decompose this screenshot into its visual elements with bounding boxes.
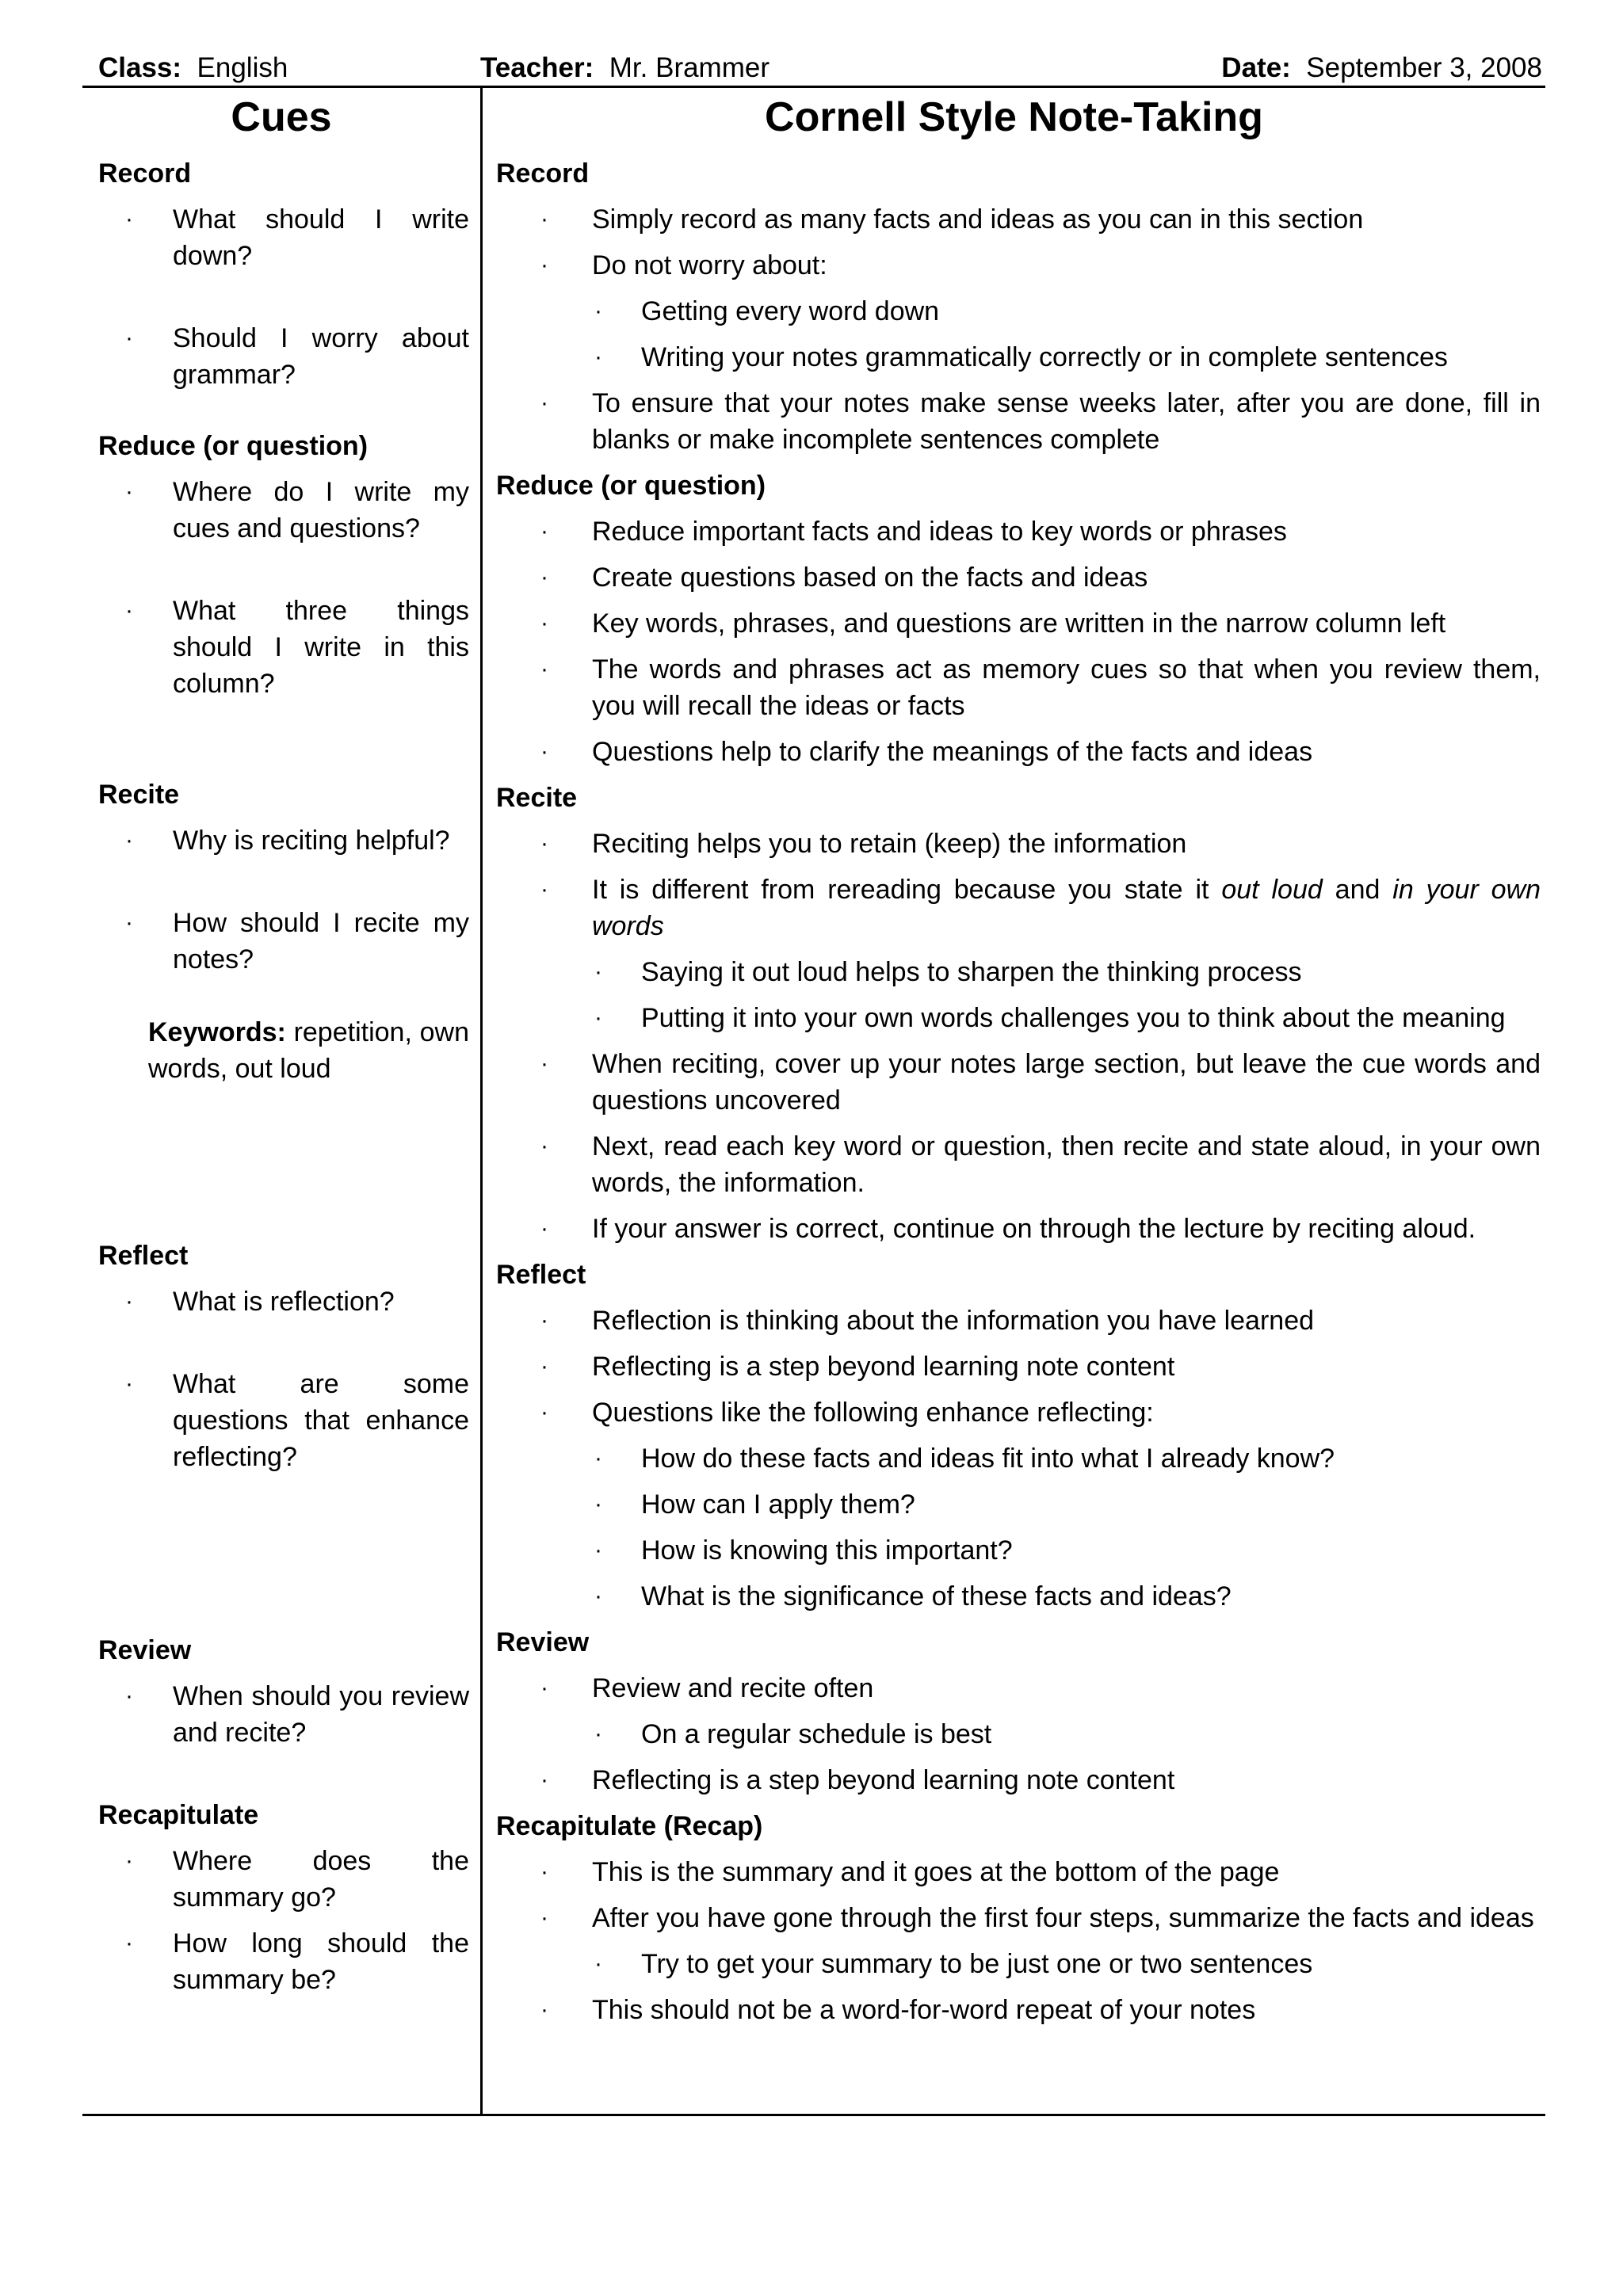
- teacher-field: [480, 49, 769, 87]
- cue-item: · What are some questions that enhance reflecting?: [98, 1366, 469, 1475]
- bullet-icon: ·: [594, 1445, 602, 1471]
- cue-keywords: Keywords: repetition, own words, out loud: [148, 1017, 469, 1084]
- cue-heading-reduce: Reduce (or question): [98, 431, 369, 461]
- note-subitem: · How do these facts and ideas fit into what I already know?: [496, 1440, 1541, 1477]
- bullet-icon: ·: [594, 1583, 602, 1609]
- bullet-icon: ·: [540, 390, 548, 416]
- bullet-icon: ·: [594, 298, 602, 324]
- note-subitem: · Saying it out loud helps to sharpen the thinking process: [496, 954, 1541, 990]
- note-item: · Create questions based on the facts and ideas: [496, 559, 1541, 596]
- class-field: [98, 49, 288, 87]
- bullet-icon: ·: [125, 910, 133, 936]
- note-item: · Reflecting is a step beyond learning note content: [496, 1762, 1541, 1798]
- cue-heading-reflect: Reflect: [98, 1241, 189, 1271]
- date-value: September 3, 2008: [1306, 52, 1542, 83]
- note-item: · Key words, phrases, and questions are written in the narrow column left: [496, 605, 1541, 642]
- note-heading-reflect: Reflect: [496, 1260, 586, 1290]
- note-item: · If your answer is correct, continue on through the lecture by reciting aloud.: [496, 1211, 1541, 1247]
- note-heading-review: Review: [496, 1627, 590, 1657]
- bullet-icon: ·: [594, 1491, 602, 1517]
- note-item: · Reflecting is a step beyond learning note content: [496, 1348, 1541, 1385]
- bullet-icon: ·: [540, 610, 548, 636]
- note-item: · It is different from rereading because you state it out loud and in your own words: [496, 871, 1541, 944]
- bullet-icon: ·: [540, 1307, 548, 1333]
- cue-item: · What should I write down?: [98, 201, 469, 274]
- note-subitem: · What is the significance of these facts and ideas?: [496, 1578, 1541, 1615]
- bullet-icon: ·: [540, 1051, 548, 1077]
- note-item: · When reciting, cover up your notes large section, but leave the cue words and questions uncovered: [496, 1046, 1541, 1119]
- bullet-icon: ·: [540, 876, 548, 902]
- teacher-label: Teacher:: [480, 52, 594, 83]
- note-item: · Simply record as many facts and ideas as you can in this section: [496, 201, 1541, 238]
- cue-item: · How long should the summary be?: [98, 1925, 469, 1998]
- notes-column: [496, 155, 1541, 2038]
- notes-title: Cornell Style Note-Taking: [765, 94, 1263, 140]
- bullet-icon: ·: [125, 1930, 133, 1956]
- bullet-icon: ·: [594, 1537, 602, 1563]
- note-item: · Reduce important facts and ideas to key words or phrases: [496, 513, 1541, 550]
- note-heading-recap: Recapitulate (Recap): [496, 1811, 763, 1841]
- date-field: [1221, 49, 1542, 87]
- bullet-icon: ·: [125, 325, 133, 351]
- cue-heading-recite: Recite: [98, 780, 180, 810]
- teacher-value: Mr. Brammer: [609, 52, 769, 83]
- cue-item: · When should you review and recite?: [98, 1678, 469, 1751]
- note-heading-reduce: Reduce (or question): [496, 471, 766, 501]
- bullet-icon: ·: [125, 479, 133, 505]
- cue-heading-review: Review: [98, 1635, 192, 1665]
- note-heading-record: Record: [496, 158, 590, 189]
- column-divider: [480, 87, 483, 2115]
- cues-column: [98, 155, 469, 2008]
- bullet-icon: ·: [594, 1951, 602, 1977]
- cue-item: · Where do I write my cues and questions?: [98, 474, 469, 547]
- note-subitem: · Writing your notes grammatically correctly or in complete sentences: [496, 339, 1541, 376]
- bullet-icon: ·: [540, 1997, 548, 2023]
- cue-item: · Why is reciting helpful?: [98, 822, 469, 859]
- class-value: English: [197, 52, 288, 83]
- cue-heading-record: Record: [98, 158, 192, 189]
- note-item: · Questions help to clarify the meanings of the facts and ideas: [496, 734, 1541, 770]
- note-item: · Reciting helps you to retain (keep) the information: [496, 826, 1541, 862]
- note-item: · Next, read each key word or question, then recite and state aloud, in your own words, the information.: [496, 1128, 1541, 1201]
- header-rule: [82, 86, 1545, 88]
- note-item: · This is the summary and it goes at the bottom of the page: [496, 1854, 1541, 1890]
- bullet-icon: ·: [125, 827, 133, 853]
- bullet-icon: ·: [594, 344, 602, 370]
- bullet-icon: ·: [540, 656, 548, 682]
- note-subitem: · Getting every word down: [496, 293, 1541, 330]
- class-label: Class:: [98, 52, 182, 83]
- bullet-icon: ·: [540, 1133, 548, 1159]
- bullet-icon: ·: [540, 518, 548, 544]
- note-item: · Review and recite often: [496, 1670, 1541, 1707]
- cue-item: · What three things should I write in this column?: [98, 593, 469, 702]
- note-item: · The words and phrases act as memory cues so that when you review them, you will recall the ideas or facts: [496, 651, 1541, 724]
- note-subitem: · How can I apply them?: [496, 1486, 1541, 1523]
- date-label: Date:: [1221, 52, 1291, 83]
- bullet-icon: ·: [594, 959, 602, 985]
- bullet-icon: ·: [125, 206, 133, 232]
- bullet-icon: ·: [540, 830, 548, 856]
- bullet-icon: ·: [540, 1767, 548, 1793]
- bullet-icon: ·: [125, 1848, 133, 1874]
- bullet-icon: ·: [540, 252, 548, 278]
- note-item: · Do not worry about:: [496, 247, 1541, 284]
- note-item: · To ensure that your notes make sense weeks later, after you are done, fill in blanks or make incomplete sentences complete: [496, 385, 1541, 458]
- note-subitem: · On a regular schedule is best: [496, 1716, 1541, 1753]
- cue-heading-recap: Recapitulate: [98, 1800, 259, 1830]
- cue-item: · Should I worry about grammar?: [98, 320, 469, 393]
- bullet-icon: ·: [594, 1005, 602, 1031]
- note-item: · This should not be a word-for-word repeat of your notes: [496, 1992, 1541, 2028]
- bullet-icon: ·: [540, 1675, 548, 1701]
- bullet-icon: ·: [125, 597, 133, 624]
- bullet-icon: ·: [540, 1399, 548, 1425]
- cues-title: Cues: [231, 94, 332, 140]
- note-subitem: · How is knowing this important?: [496, 1532, 1541, 1569]
- keywords-label: Keywords:: [148, 1017, 286, 1047]
- note-heading-recite: Recite: [496, 783, 578, 813]
- bullet-icon: ·: [540, 1353, 548, 1379]
- note-item: · Reflection is thinking about the information you have learned: [496, 1302, 1541, 1339]
- cue-item: · Where does the summary go?: [98, 1843, 469, 1916]
- bullet-icon: ·: [125, 1288, 133, 1314]
- bullet-icon: ·: [540, 1859, 548, 1885]
- bullet-icon: ·: [125, 1371, 133, 1397]
- cue-item: · How should I recite my notes?: [98, 905, 469, 978]
- bullet-icon: ·: [540, 738, 548, 765]
- bottom-rule: [82, 2114, 1545, 2116]
- bullet-icon: ·: [540, 206, 548, 232]
- bullet-icon: ·: [540, 1905, 548, 1931]
- bullet-icon: ·: [540, 1215, 548, 1241]
- bullet-icon: ·: [594, 1721, 602, 1747]
- note-subitem: · Try to get your summary to be just one or two sentences: [496, 1946, 1541, 1982]
- note-item: · After you have gone through the first four steps, summarize the facts and ideas: [496, 1900, 1541, 1936]
- note-item: · Questions like the following enhance reflecting:: [496, 1394, 1541, 1431]
- bullet-icon: ·: [125, 1683, 133, 1709]
- note-subitem: · Putting it into your own words challenges you to think about the meaning: [496, 1000, 1541, 1036]
- cue-item: · What is reflection?: [98, 1283, 469, 1320]
- bullet-icon: ·: [540, 564, 548, 590]
